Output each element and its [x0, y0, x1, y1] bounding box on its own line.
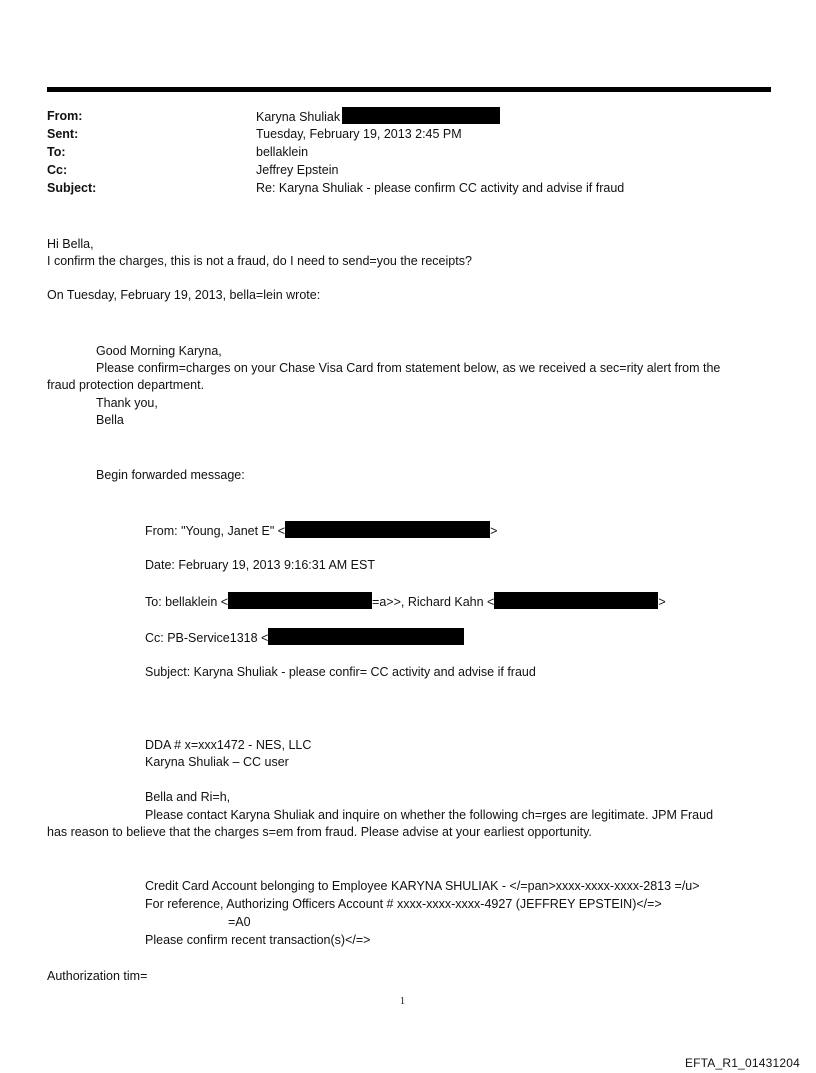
document-id: EFTA_R1_01431204 — [684, 1056, 800, 1070]
fwd-auth-time: Authorization tim= — [47, 969, 148, 983]
fwd-body-line1: Please contact Karyna Shuliak and inquire on whether the following ch=rges are legitimate. JPM Fraud — [145, 808, 714, 822]
quoted-body-line2: fraud protection department. — [47, 378, 205, 392]
quoted-greeting: Good Morning Karyna, — [96, 344, 222, 358]
quoted-body-line1: Please confirm=charges on your Chase Visa Card from statement below, as we received a sec=rity alert from the — [96, 361, 721, 375]
to-value: bellaklein — [256, 145, 309, 159]
sent-value: Tuesday, February 19, 2013 2:45 PM — [256, 127, 462, 141]
sent-label: Sent: — [47, 127, 79, 141]
fwd-to-suffix: > — [658, 595, 666, 609]
fwd-cc-prefix: Cc: PB-Service1318 < — [145, 631, 269, 645]
from-name: Karyna Shuliak — [256, 110, 341, 124]
forward-intro: Begin forwarded message: — [96, 468, 245, 482]
fwd-to-fragment: =a>>, Richard Kahn < — [372, 595, 495, 609]
fwd-to-prefix: To: bellaklein < — [145, 595, 229, 609]
fwd-confirm: Please confirm recent transaction(s)</=> — [145, 933, 371, 947]
fwd-dda: DDA # x=xxx1472 - NES, LLC — [145, 738, 312, 752]
fwd-date: Date: February 19, 2013 9:16:31 AM EST — [145, 558, 375, 572]
fwd-body-line2: has reason to believe that the charges s=em from fraud. Please advise at your earliest opportunity. — [47, 825, 592, 839]
quote-intro: On Tuesday, February 19, 2013, bella=lein wrote: — [47, 288, 321, 302]
redaction-box — [494, 592, 658, 609]
redaction-box — [268, 628, 464, 645]
fwd-from-prefix: From: "Young, Janet E" < — [145, 524, 286, 538]
subject-label: Subject: — [47, 181, 97, 195]
fwd-salutation: Bella and Ri=h, — [145, 790, 231, 804]
reply-greeting: Hi Bella, — [47, 237, 94, 251]
fwd-cc — [145, 628, 464, 647]
fwd-subject: Subject: Karyna Shuliak - please confir= CC activity and advise if fraud — [145, 665, 536, 679]
header-rule — [47, 87, 771, 92]
page-number: 1 — [400, 996, 405, 1007]
fwd-a0: =A0 — [228, 915, 251, 929]
fwd-cc-account: Credit Card Account belonging to Employee KARYNA SHULIAK - </=pan>xxxx-xxxx-xxxx-2813 =/u> — [145, 879, 700, 893]
cc-value: Jeffrey Epstein — [256, 163, 339, 177]
quoted-thanks: Thank you, — [96, 396, 158, 410]
redaction-box — [342, 107, 500, 124]
fwd-cc-user: Karyna Shuliak – CC user — [145, 755, 289, 769]
redaction-box — [228, 592, 372, 609]
quoted-signature: Bella — [96, 413, 124, 427]
fwd-to — [145, 592, 666, 611]
redaction-box — [285, 521, 490, 538]
from-label: From: — [47, 109, 83, 123]
to-label: To: — [47, 145, 66, 159]
reply-body: I confirm the charges, this is not a fraud, do I need to send=you the receipts? — [47, 254, 472, 268]
subject-value: Re: Karyna Shuliak - please confirm CC activity and advise if fraud — [256, 181, 625, 195]
from-value — [256, 107, 500, 126]
fwd-from-suffix: > — [490, 524, 498, 538]
fwd-reference: For reference, Authorizing Officers Account # xxxx-xxxx-xxxx-4927 (JEFFREY EPSTEIN)</=> — [145, 897, 662, 911]
cc-label: Cc: — [47, 163, 68, 177]
fwd-from — [145, 521, 497, 540]
